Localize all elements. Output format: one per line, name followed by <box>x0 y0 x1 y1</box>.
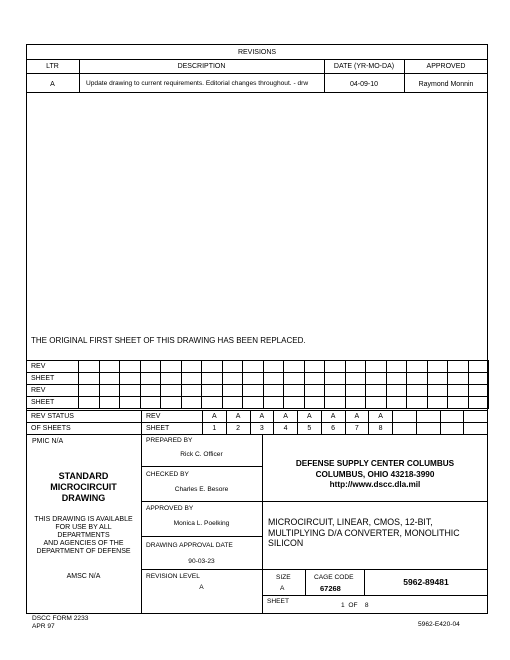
status-cell <box>120 373 141 385</box>
status-cell <box>407 385 428 397</box>
status-cell <box>243 361 264 373</box>
status-cell <box>181 361 202 373</box>
rev-status-grid <box>26 410 488 435</box>
status-cell <box>464 411 488 423</box>
table-row <box>27 397 489 409</box>
rev-status-value: A <box>274 411 298 423</box>
divider <box>141 569 488 570</box>
status-cell <box>243 373 264 385</box>
checked-by-label: CHECKED BY <box>146 471 189 478</box>
sheet-number-cell: 4 <box>274 423 298 435</box>
status-cell <box>366 385 387 397</box>
status-cell <box>284 373 305 385</box>
status-cell <box>202 385 223 397</box>
status-cell <box>263 373 284 385</box>
status-cell <box>181 373 202 385</box>
status-cell <box>99 385 120 397</box>
status-cell <box>284 361 305 373</box>
status-cell <box>161 373 182 385</box>
row-label: REV <box>27 385 79 397</box>
divider <box>141 501 262 502</box>
divider <box>26 73 488 74</box>
rev-status-value: A <box>203 411 227 423</box>
row-label: SHEET <box>27 397 79 409</box>
sheet-number-cell: 3 <box>250 423 274 435</box>
document-code: 5962-E420-04 <box>418 621 460 628</box>
status-cell <box>120 361 141 373</box>
status-cell <box>222 361 243 373</box>
status-cell <box>79 361 100 373</box>
status-cell <box>386 373 407 385</box>
revision-level-value: A <box>199 584 204 591</box>
form-name: DSCC FORM 2233 <box>32 615 89 622</box>
table-row <box>27 385 489 397</box>
sheet-number-cell: 6 <box>321 423 345 435</box>
status-cell <box>448 397 469 409</box>
replaced-note: THE ORIGINAL FIRST SHEET OF THIS DRAWING HAS BEEN REPLACED. <box>31 336 306 345</box>
status-cell <box>407 361 428 373</box>
status-grid <box>26 360 489 409</box>
status-cell <box>386 385 407 397</box>
status-cell <box>345 373 366 385</box>
divider <box>141 466 262 467</box>
status-cell <box>304 373 325 385</box>
status-cell <box>416 423 440 435</box>
status-cell <box>202 373 223 385</box>
status-cell <box>366 361 387 373</box>
divider <box>305 569 306 595</box>
status-cell <box>120 385 141 397</box>
status-cell <box>325 361 346 373</box>
status-cell <box>140 397 161 409</box>
status-cell <box>440 411 464 423</box>
checked-by-name: Charles E. Besore <box>174 486 229 493</box>
status-cell <box>120 397 141 409</box>
status-cell <box>407 397 428 409</box>
status-cell <box>345 361 366 373</box>
of-sheets-label: OF SHEETS <box>27 423 142 435</box>
status-cell <box>468 397 489 409</box>
status-cell <box>99 373 120 385</box>
divider <box>26 59 488 60</box>
dscc-url: http://www.dscc.dla.mil <box>329 480 421 489</box>
amsc-label: AMSC N/A <box>66 573 101 580</box>
revision-ltr: A <box>50 81 55 88</box>
status-cell <box>222 397 243 409</box>
status-cell <box>181 397 202 409</box>
status-cell <box>181 385 202 397</box>
status-cell <box>263 361 284 373</box>
status-cell <box>79 397 100 409</box>
table-row <box>27 423 488 435</box>
status-cell <box>468 385 489 397</box>
rev-status-value: A <box>298 411 322 423</box>
col-header-date: DATE (YR-MO-DA) <box>333 63 395 70</box>
status-cell <box>304 397 325 409</box>
approval-date-label: DRAWING APPROVAL DATE <box>146 542 233 549</box>
status-cell <box>140 385 161 397</box>
status-cell <box>140 361 161 373</box>
status-cell <box>345 385 366 397</box>
divider <box>262 595 488 596</box>
sheet-number-cell: 8 <box>369 423 393 435</box>
status-cell <box>263 397 284 409</box>
standard-heading: STANDARD MICROCIRCUIT DRAWING <box>50 471 117 503</box>
status-cell <box>140 373 161 385</box>
rev-row-label: REV <box>142 411 203 423</box>
col-header-ltr: LTR <box>46 63 59 70</box>
cage-code-value: 67268 <box>320 584 341 593</box>
table-row <box>27 373 489 385</box>
prepared-by-name: Rick C. Officer <box>180 451 223 458</box>
col-header-description: DESCRIPTION <box>177 63 226 70</box>
status-cell <box>407 373 428 385</box>
status-cell <box>304 361 325 373</box>
revision-description: Update drawing to current requirements. Editorial changes throughout. - drw <box>86 80 309 87</box>
status-cell <box>427 373 448 385</box>
row-label: REV <box>27 361 79 373</box>
availability-note: THIS DRAWING IS AVAILABLE FOR USE BY ALL DEPARTMENTS AND AGENCIES OF THE DEPARTMENT OF DEFENSE <box>34 516 133 555</box>
table-row <box>27 411 488 423</box>
status-cell <box>243 397 264 409</box>
rev-status-value: A <box>345 411 369 423</box>
cage-code-label: CAGE CODE <box>314 574 354 581</box>
status-cell <box>263 385 284 397</box>
divider <box>26 434 488 435</box>
status-cell <box>427 361 448 373</box>
status-cell <box>304 385 325 397</box>
form-date: APR 97 <box>32 623 55 630</box>
rev-status-value: A <box>250 411 274 423</box>
status-cell <box>427 385 448 397</box>
approved-by-name: Monica L. Poelking <box>173 520 230 527</box>
status-cell <box>386 397 407 409</box>
status-cell <box>416 411 440 423</box>
divider <box>262 501 488 502</box>
pmic-label: PMIC N/A <box>32 438 64 445</box>
status-cell <box>99 397 120 409</box>
status-cell <box>468 373 489 385</box>
status-cell <box>79 373 100 385</box>
status-cell <box>448 373 469 385</box>
status-cell <box>325 385 346 397</box>
dscc-name: DEFENSE SUPPLY CENTER COLUMBUS <box>295 459 455 468</box>
rev-status-value: A <box>369 411 393 423</box>
rev-status-value: A <box>226 411 250 423</box>
divider <box>141 536 262 537</box>
status-cell <box>468 361 489 373</box>
status-cell <box>386 361 407 373</box>
revisions-title: REVISIONS <box>237 49 277 56</box>
approval-date-value: 90-03-23 <box>188 558 215 565</box>
drawing-title: MICROCIRCUIT, LINEAR, CMOS, 12-BIT, MULTIPLYING D/A CONVERTER, MONOLITHIC SILICON <box>268 517 460 548</box>
col-header-approved: APPROVED <box>426 63 466 70</box>
row-label: SHEET <box>27 373 79 385</box>
status-cell <box>79 385 100 397</box>
rev-status-label: REV STATUS <box>27 411 142 423</box>
status-cell <box>448 361 469 373</box>
sheet-label: SHEET <box>267 598 289 605</box>
status-cell <box>284 397 305 409</box>
status-cell <box>222 385 243 397</box>
sheet-number-cell: 1 <box>203 423 227 435</box>
size-value: A <box>280 585 285 592</box>
sheet-number-cell: 2 <box>226 423 250 435</box>
revision-date: 04-09-10 <box>349 81 379 88</box>
status-cell <box>366 397 387 409</box>
rev-status-value: A <box>321 411 345 423</box>
status-cell <box>393 423 417 435</box>
status-cell <box>448 385 469 397</box>
status-cell <box>366 373 387 385</box>
drawing-number: 5962-89481 <box>403 577 449 587</box>
status-cell <box>222 373 243 385</box>
revision-level-label: REVISION LEVEL <box>146 573 200 580</box>
status-cell <box>325 373 346 385</box>
status-cell <box>284 385 305 397</box>
status-cell <box>464 423 488 435</box>
status-cell <box>202 397 223 409</box>
status-cell <box>440 423 464 435</box>
status-cell <box>161 361 182 373</box>
status-cell <box>99 361 120 373</box>
status-cell <box>202 361 223 373</box>
approved-by-label: APPROVED BY <box>146 505 194 512</box>
status-cell <box>243 385 264 397</box>
sheet-number-cell: 5 <box>298 423 322 435</box>
status-cell <box>161 397 182 409</box>
status-cell <box>427 397 448 409</box>
status-cell <box>325 397 346 409</box>
sheet-row-label: SHEET <box>142 423 203 435</box>
status-cell <box>345 397 366 409</box>
revision-approved: Raymond Monnin <box>418 81 474 88</box>
divider <box>26 92 488 93</box>
table-row <box>27 361 489 373</box>
sheet-number: 1 OF 8 <box>341 602 369 609</box>
status-cell <box>161 385 182 397</box>
size-label: SIZE <box>276 574 291 581</box>
dscc-city: COLUMBUS, OHIO 43218-3990 <box>315 470 435 479</box>
status-cell <box>393 411 417 423</box>
prepared-by-label: PREPARED BY <box>146 437 193 444</box>
sheet-number-cell: 7 <box>345 423 369 435</box>
